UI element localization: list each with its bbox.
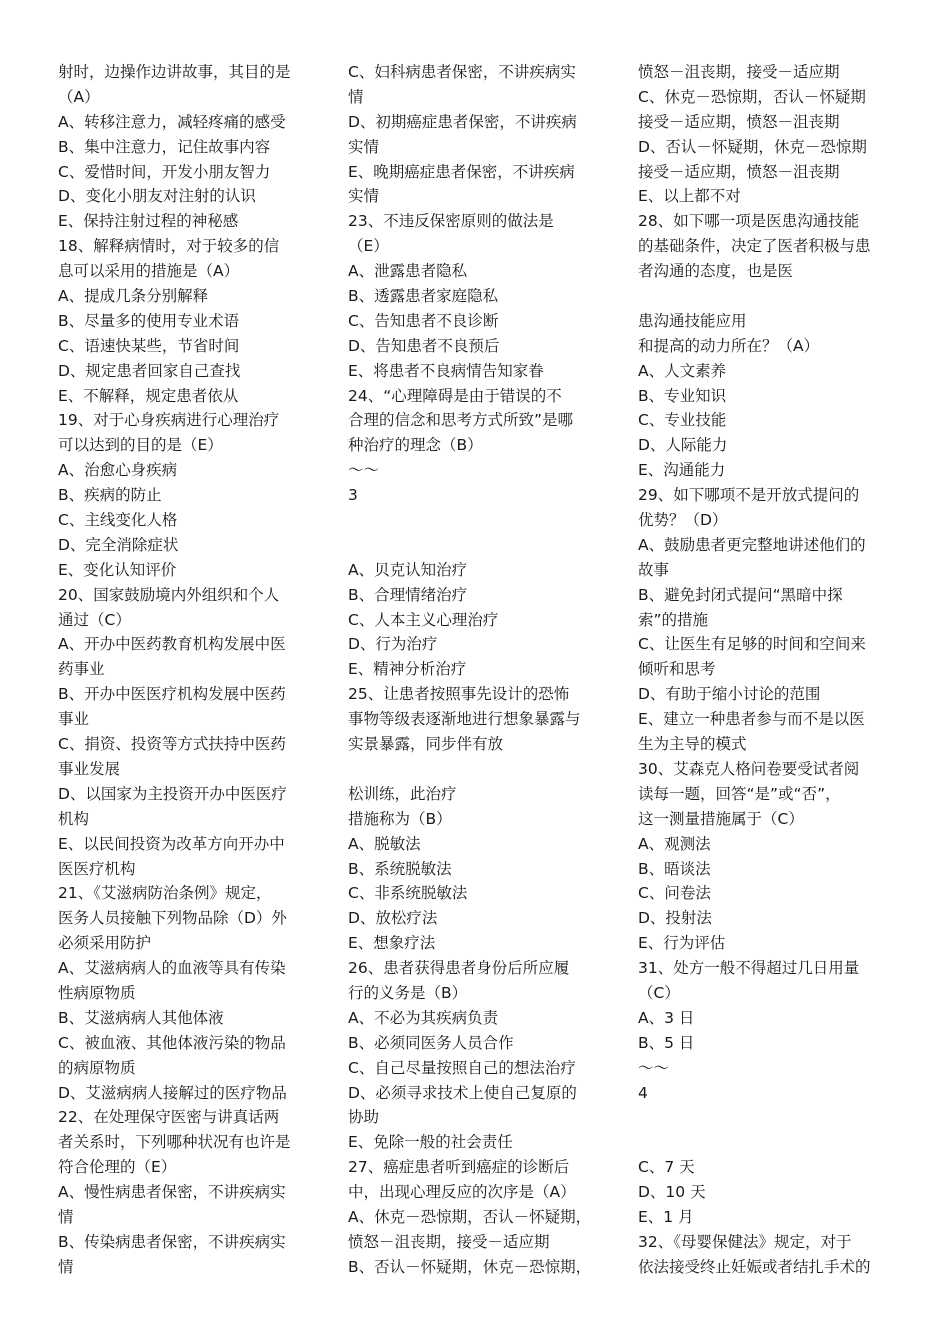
text-line: 21、《艾滋病防治条例》规定， — [58, 884, 272, 903]
text-line: C、自己尽量按照自己的想法治疗 — [348, 1058, 576, 1077]
text-line: A、鼓励患者更完整地讲述他们的 — [638, 535, 866, 554]
text-line: C、让医生有足够的时间和空间来 — [638, 635, 866, 654]
text-line: 27、癌症患者听到癌症的诊断后 — [348, 1158, 570, 1177]
text-line: A、观测法 — [638, 834, 711, 853]
text-line: 28、如下哪一项是医患沟通技能 — [638, 212, 860, 231]
text-line: 通过（C） — [58, 610, 131, 629]
text-line: 必须采用防护 — [58, 934, 152, 953]
text-line: 可以达到的目的是（E） — [58, 436, 223, 455]
text-line: 故事 — [638, 560, 670, 579]
text-line: 19、对于心身疾病进行心理治疗 — [58, 411, 280, 430]
text-line: C、主线变化人格 — [58, 511, 178, 530]
text-line: （C） — [638, 983, 680, 1002]
text-line: D、必须寻求技术上使自己复原的 — [348, 1083, 577, 1102]
text-line: D、有助于缩小讨论的范围 — [638, 685, 821, 704]
text-line — [638, 284, 906, 309]
text-line: D、规定患者回家自己查找 — [58, 361, 241, 380]
text-line: A、艾滋病病人的血液等具有传染 — [58, 959, 286, 978]
text-line: 实情 — [348, 137, 380, 156]
text-line: B、传染病患者保密，不讲疾病实 — [58, 1232, 286, 1251]
text-line: C、问卷法 — [638, 884, 711, 903]
text-line: 机构 — [58, 809, 90, 828]
text-line: C、语速快某些，节省时间 — [58, 336, 240, 355]
text-line: 的病原物质 — [58, 1058, 136, 1077]
text-line: B、疾病的防止 — [58, 486, 162, 505]
text-line: 合理的信念和思考方式所致”是哪 — [348, 411, 574, 430]
text-line: B、开办中医医疗机构发展中医药 — [58, 685, 286, 704]
text-line: 接受－适应期，愤怒－沮丧期 — [638, 112, 840, 131]
text-line: E、以上都不对 — [638, 187, 741, 206]
text-line: 医医疗机构 — [58, 859, 136, 878]
text-line: 情 — [348, 87, 364, 106]
text-line: C、捐资、投资等方式扶持中医药 — [58, 735, 286, 754]
text-line: 协助 — [348, 1108, 380, 1127]
text-line: C、妇科病患者保密，不讲疾病实 — [348, 63, 576, 81]
text-line: C、爱惜时间，开发小朋友智力 — [58, 162, 271, 181]
text-line: A、休克－恐惊期，否认－怀疑期， — [348, 1207, 592, 1226]
text-line: B、专业知识 — [638, 386, 727, 405]
text-line: 和提高的动力所在？（A） — [638, 336, 820, 355]
text-line: E、建立一种患者参与而不是以医 — [638, 710, 865, 729]
text-line: 20、国家鼓励境内外组织和个人 — [58, 585, 280, 604]
text-line — [348, 508, 616, 533]
text-line: 30、艾森克人格问卷要受试者阅 — [638, 759, 860, 778]
text-line: 实情 — [348, 187, 380, 206]
text-line: D、放松疗法 — [348, 909, 438, 928]
text-line: 的基础条件，决定了医者积极与患 — [638, 237, 871, 256]
text-line: 索”的措施 — [638, 610, 709, 629]
text-line: B、集中注意力，记住故事内容 — [58, 137, 271, 156]
text-line: 医务人员接触下列物品除（D）外 — [58, 909, 287, 928]
text-line: B、合理情绪治疗 — [348, 585, 468, 604]
text-line: E、沟通能力 — [638, 461, 726, 480]
text-line: 愤怒－沮丧期，接受－适应期 — [638, 63, 840, 81]
text-line: A、治愈心身疾病 — [58, 461, 178, 480]
text-line: 愤怒－沮丧期，接受－适应期 — [348, 1232, 550, 1251]
text-line: B、艾滋病病人其他体液 — [58, 1008, 224, 1027]
text-line: 事业 — [58, 710, 90, 729]
text-line: 情 — [58, 1257, 74, 1276]
text-line: D、投射法 — [638, 909, 712, 928]
text-line — [348, 757, 616, 782]
text-line: A、提成几条分别解释 — [58, 287, 209, 306]
text-line: D、行为治疗 — [348, 635, 438, 654]
text-line: E、1 月 — [638, 1207, 694, 1226]
text-line: 生为主导的模式 — [638, 735, 747, 754]
text-line: B、必须同医务人员合作 — [348, 1033, 514, 1052]
text-line: A、开办中医药教育机构发展中医 — [58, 635, 286, 654]
text-line: 中，出现心理反应的次序是（A） — [348, 1183, 576, 1202]
text-column-2 — [348, 60, 616, 1280]
text-line: 32、《母婴保健法》规定，对于 — [638, 1232, 852, 1251]
text-line: A、人文素养 — [638, 361, 727, 380]
text-line: 事物等级表逐渐地进行想象暴露与 — [348, 710, 581, 729]
text-line: A、不必为其疾病负责 — [348, 1008, 499, 1027]
text-line: 这一测量措施属于（C） — [638, 809, 804, 828]
text-line: A、贝克认知治疗 — [348, 560, 468, 579]
text-line: 实景暴露，同步伴有放 — [348, 735, 504, 754]
text-line: 者沟通的态度，也是医 — [638, 262, 794, 281]
text-line: 事业发展 — [58, 759, 121, 778]
text-line: D、10 天 — [638, 1183, 706, 1202]
text-line: B、避免封闭式提问“黑暗中探 — [638, 585, 843, 604]
text-line: 29、如下哪项不是开放式提问的 — [638, 486, 860, 505]
text-line: C、7 天 — [638, 1158, 695, 1177]
text-line: 性病原物质 — [58, 983, 136, 1002]
text-line: 倾听和思考 — [638, 660, 716, 679]
text-column-3 — [638, 60, 906, 1280]
text-line: D、以国家为主投资开办中医医疗 — [58, 784, 287, 803]
text-line: 3 — [348, 486, 358, 505]
text-line: ～～ — [638, 1058, 670, 1077]
text-line: 18、解释病情时，对于较多的信 — [58, 237, 280, 256]
text-line: E、以民间投资为改革方向开办中 — [58, 834, 285, 853]
text-line — [638, 1105, 906, 1130]
text-line: 措施称为（B） — [348, 809, 452, 828]
text-line: E、免除一般的社会责任 — [348, 1133, 513, 1152]
text-line: E、变化认知评价 — [58, 560, 177, 579]
text-line: E、不解释，规定患者依从 — [58, 386, 239, 405]
text-line: 种治疗的理念（B） — [348, 436, 483, 455]
text-line: 者关系时，下列哪种状况有也许是 — [58, 1133, 291, 1152]
text-line: 31、处方一般不得超过几日用量 — [638, 959, 860, 978]
text-line: D、艾滋病病人接解过的医疗物品 — [58, 1083, 287, 1102]
text-line: ～～ — [348, 461, 380, 480]
text-line: 26、患者获得患者身份后所应履 — [348, 959, 570, 978]
text-line: A、慢性病患者保密，不讲疾病实 — [58, 1183, 286, 1202]
text-line: C、人本主义心理治疗 — [348, 610, 499, 629]
text-line: 行的义务是（B） — [348, 983, 468, 1002]
text-line: 4 — [638, 1083, 648, 1102]
text-line: E、精神分析治疗 — [348, 660, 467, 679]
text-line: 情 — [58, 1207, 74, 1226]
text-line: B、透露患者家庭隐私 — [348, 287, 499, 306]
text-line: D、否认－怀疑期，休克－恐惊期 — [638, 137, 867, 156]
text-line: B、尽量多的使用专业术语 — [58, 311, 240, 330]
text-line: C、专业技能 — [638, 411, 727, 430]
text-line: B、系统脱敏法 — [348, 859, 452, 878]
text-line: A、泄露患者隐私 — [348, 262, 468, 281]
text-line: E、想象疗法 — [348, 934, 436, 953]
text-line: 23、不违反保密原则的做法是 — [348, 212, 554, 231]
text-line: 药事业 — [58, 660, 105, 679]
text-column-1 — [58, 60, 326, 1280]
text-line: A、转移注意力，减轻疼痛的感受 — [58, 112, 286, 131]
text-line: D、告知患者不良预后 — [348, 336, 500, 355]
text-line: 读每一题，回答“是”或“否”， — [638, 784, 841, 803]
text-line: C、休克－恐惊期，否认－怀疑期 — [638, 87, 866, 106]
text-line: C、非系统脱敏法 — [348, 884, 468, 903]
text-line: C、告知患者不良诊断 — [348, 311, 499, 330]
text-line: D、人际能力 — [638, 436, 728, 455]
text-line: 优势？（D） — [638, 511, 728, 530]
text-line: 息可以采用的措施是（A） — [58, 262, 240, 281]
text-line: D、完全消除症状 — [58, 535, 179, 554]
text-line: E、行为评估 — [638, 934, 726, 953]
text-line: （E） — [348, 237, 389, 256]
text-line: （A） — [58, 87, 100, 106]
text-line: 接受－适应期，愤怒－沮丧期 — [638, 162, 840, 181]
text-line: 依法接受终止妊娠或者结扎手术的 — [638, 1257, 871, 1276]
text-line: 符合伦理的（E） — [58, 1158, 177, 1177]
text-line: B、5 日 — [638, 1033, 695, 1052]
text-line: C、被血液、其他体液污染的物品 — [58, 1033, 286, 1052]
text-line: E、保持注射过程的神秘感 — [58, 212, 239, 231]
text-line: 患沟通技能应用 — [638, 311, 747, 330]
text-line: 25、让患者按照事先设计的恐怖 — [348, 685, 570, 704]
text-line: 22、在处理保守医密与讲真话两 — [58, 1108, 280, 1127]
text-line: A、脱敏法 — [348, 834, 421, 853]
text-line: B、晤谈法 — [638, 859, 711, 878]
text-line: A、3 日 — [638, 1008, 695, 1027]
text-line: D、初期癌症患者保密，不讲疾病 — [348, 112, 577, 131]
text-line — [638, 1130, 906, 1155]
text-line: 射时，边操作边讲故事，其目的是 — [58, 63, 291, 81]
text-line: 松训练，此治疗 — [348, 784, 457, 803]
text-line: E、将患者不良病情告知家眷 — [348, 361, 544, 380]
text-line: D、变化小朋友对注射的认识 — [58, 187, 256, 206]
text-line: E、晚期癌症患者保密，不讲疾病 — [348, 162, 575, 181]
text-line: B、否认－怀疑期，休克－恐惊期， — [348, 1257, 592, 1276]
text-line: 24、“心理障碍是由于错误的不 — [348, 386, 562, 405]
text-line — [348, 533, 616, 558]
